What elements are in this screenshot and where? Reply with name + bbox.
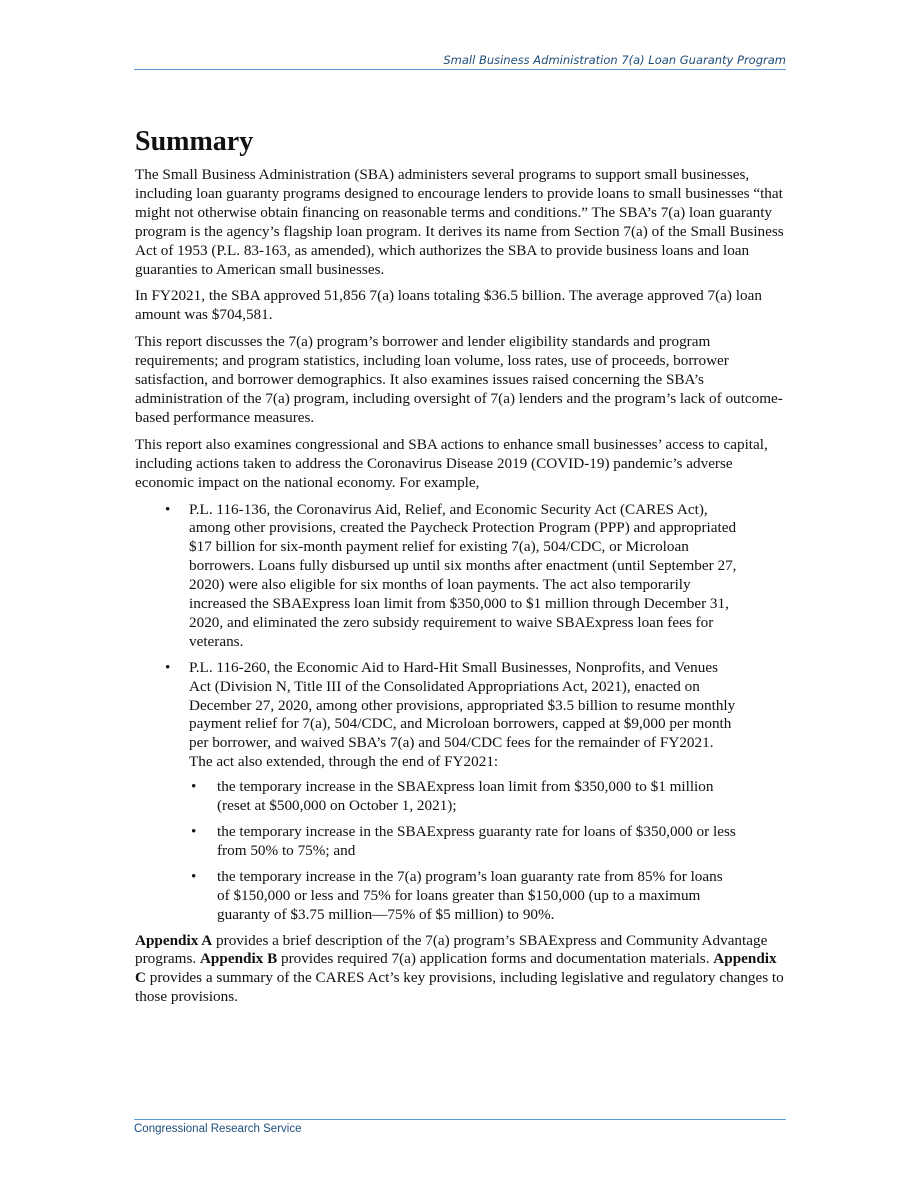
sub-bullet-list bbox=[189, 778, 737, 924]
list-item-text: P.L. 116-260, the Economic Aid to Hard-Hit Small Businesses, Nonprofits, and Venues Act (Division N, Title III of the Consolidated Appropriations Act, 2021), enacted on December 27, 2020, among other provisions, appropriated $3.5 billion to resume monthly payment relief for 7(a), 504/CDC, and Microloan borrowers, capped at $9,000 per month per borrower, and waived SBA’s 7(a) and 504/CDC fees for the remainder of FY2021. The act also extended, through the end of FY2021: bbox=[189, 658, 736, 771]
main-content bbox=[135, 124, 787, 1015]
appendix-a-text: provides a brief description of the 7(a) program’s SBAExpress and Community Advantage programs. bbox=[135, 931, 768, 968]
appendix-paragraph bbox=[135, 932, 787, 1008]
sub-list-item-text: the temporary increase in the SBAExpress loan limit from $350,000 to $1 million (reset at $500,000 on October 1, 2021); bbox=[217, 778, 714, 815]
appendix-c-text: provides a summary of the CARES Act’s key provisions, including legislative and regulatory changes to those provisions. bbox=[135, 969, 784, 1006]
summary-paragraph-3: This report discusses the 7(a) program’s borrower and lender eligibility standards and program requirements; and program statistics, including loan volume, loss rates, use of proceeds, borrower satisfaction, and borrower demographics. It also examines issues raised concerning the SBA’s administration of the 7(a) program, including oversight of 7(a) lenders and the program’s lack of outcome-based performance measures. bbox=[135, 333, 783, 426]
list-item bbox=[135, 501, 787, 652]
sub-list-item-text: the temporary increase in the SBAExpress guaranty rate for loans of $350,000 or less from 50% to 75%; and bbox=[217, 823, 736, 859]
appendix-c-label: Appendix C bbox=[135, 950, 777, 987]
bullet-icon: • bbox=[165, 658, 171, 676]
sub-list-item bbox=[189, 823, 737, 861]
list-item-text: P.L. 116-136, the Coronavirus Aid, Relief, and Economic Security Act (CARES Act), among other provisions, created the Paycheck Protection Program (PPP) and appropriated $17 billion for six-month payment relief for existing 7(a), 504/CDC, or Microloan borrowers. Loans fully disbursed up until six months after enactment (until September 27, 2020) were also eligible for six months of loan payments. The act also temporarily increased the SBAExpress loan limit from $350,000 to $1 million through December 31, 2020, and eliminated the zero subsidy requirement to waive SBAExpress loan fees for veterans. bbox=[189, 500, 737, 650]
page-title: Summary bbox=[135, 126, 254, 157]
running-header: Small Business Administration 7(a) Loan Guaranty Program bbox=[134, 53, 786, 70]
bullet-icon: • bbox=[191, 778, 197, 796]
summary-paragraph-2: In FY2021, the SBA approved 51,856 7(a) loans totaling $36.5 billion. The average approved 7(a) loan amount was $704,581. bbox=[135, 287, 762, 324]
bullet-icon: • bbox=[191, 823, 197, 840]
list-item bbox=[135, 659, 787, 925]
page-footer: Congressional Research Service bbox=[134, 1119, 786, 1135]
appendix-b-text: provides required 7(a) application forms and documentation materials. bbox=[277, 950, 714, 968]
bullet-icon: • bbox=[165, 500, 171, 518]
summary-paragraph-1: The Small Business Administration (SBA) administers several programs to support small businesses, including loan guaranty programs designed to encourage lenders to provide loans to small businesses “that might not otherwise obtain financing on reasonable terms and conditions.” The SBA’s 7(a) loan guaranty program is the agency’s flagship loan program. It derives its name from Section 7(a) of the Small Business Act of 1953 (P.L. 83-163, as amended), which authorizes the SBA to provide business loans and loan guaranties to American small businesses. bbox=[135, 166, 784, 278]
sub-list-item bbox=[189, 868, 737, 925]
bullet-list bbox=[135, 501, 787, 925]
sub-list-item bbox=[189, 778, 737, 816]
appendix-a-label: Appendix A bbox=[135, 931, 213, 949]
appendix-b-label: Appendix B bbox=[199, 950, 278, 968]
sub-list-item-text: the temporary increase in the 7(a) program’s loan guaranty rate from 85% for loans of $150,000 or less and 75% for loans greater than $150,000 (up to a maximum guaranty of $3.75 million—75% of $5 million) to 90%. bbox=[217, 867, 723, 923]
summary-paragraph-4: This report also examines congressional and SBA actions to enhance small businesses’ access to capital, including actions taken to address the Coronavirus Disease 2019 (COVID-19) pandemic’s adverse economic impact on the national economy. For example, bbox=[135, 435, 768, 491]
bullet-icon: • bbox=[191, 867, 197, 885]
